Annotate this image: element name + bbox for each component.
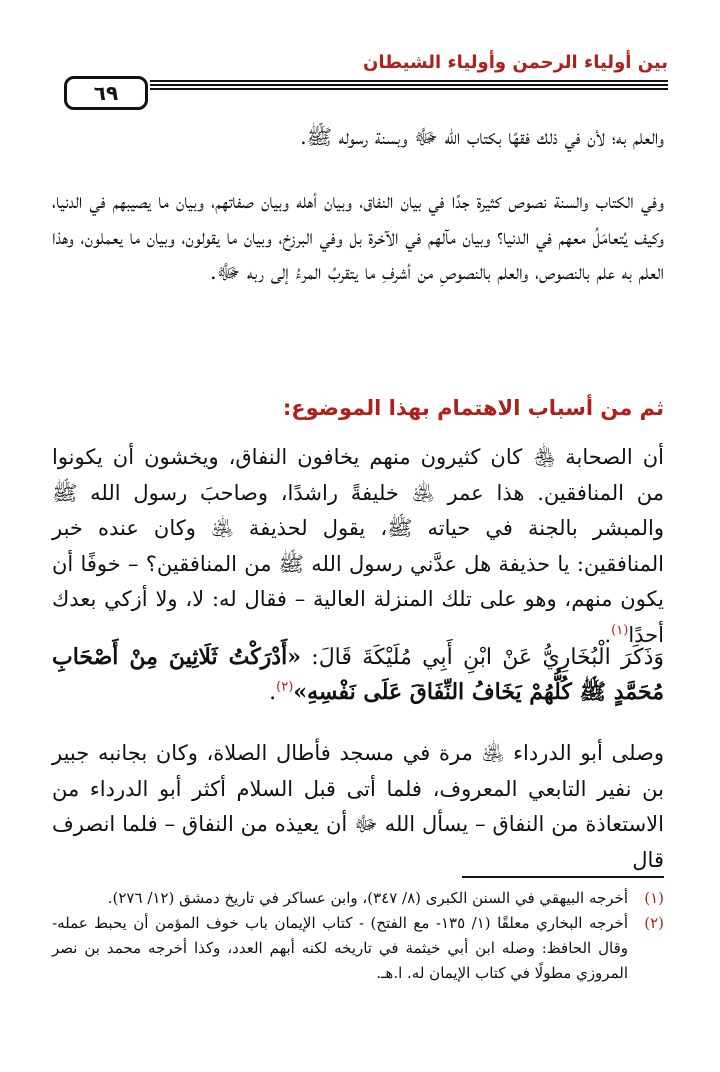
- running-title: بين أولياء الرحمن وأولياء الشيطان: [362, 52, 668, 73]
- page-number: ٦٩: [64, 76, 148, 110]
- footnotes: [52, 886, 664, 986]
- paragraph-2: [52, 184, 664, 291]
- section-heading: ثم من أسباب الاهتمام بهذا الموضوع:: [282, 396, 664, 420]
- footnote-item: [52, 911, 664, 986]
- paragraph-3: [52, 440, 664, 653]
- paragraph-4: [52, 736, 664, 878]
- footnote-text: أخرجه البخاري معلقًا (١/ ١٣٥- مع الفتح) - كتاب الإيمان باب خوف المؤمن أن يحبط عمله- وقال الحافظ: وصله ابن أبي خيثمة في تاريخه لكنه أبهم العدد، وكذا أخرجه محمد بن نصر المروزي مطولًا في كتاب الإيمان له. ا.هـ.: [52, 914, 628, 982]
- hadith-paragraph: [52, 640, 664, 710]
- paragraph-text: والعلم به؛ لأن في ذلك فقهًا بكتاب الله ﷻ وبسنة رسوله ﷺ.: [299, 125, 664, 149]
- hadith-intro: وَذَكَرَ الْبُخَارِيُّ عَنْ ابْنِ أَبِي مُلَيْكَةَ قَالَ:: [311, 645, 665, 670]
- footnote-marker[interactable]: (١): [611, 622, 629, 638]
- paragraph-1: [52, 120, 664, 156]
- paragraph-text: وفي الكتاب والسنة نصوص كثيرة جدًا في بيان النفاق، وبيان أهله وبيان صفاتهم، وبيان ما يصيبهم في الدنيا، وكيف يُتعامَلُ معهم في الدنيا؟ وبيان مآلهم في الآخرة بل وفي البرزخ، وبيان ما يقولون، وبيان ما يعملون، وهذا العلم به علم بالنصوص، والعلم بالنصوصِ من أشرفِ ما يتقربُ المرءُ إلى ربه ﷻ.: [52, 189, 664, 284]
- hadith-quote: «أَدْرَكْتُ ثَلَاثِينَ مِنْ أَصْحَابِ مُحَمَّدٍ ﷺ كُلُّهُمْ يَخَافُ النِّفَاقَ عَلَى نَفْسِهِ»: [52, 644, 664, 705]
- footnote-text: أخرجه البيهقي في السنن الكبرى (٨/ ٣٤٧)، وابن عساكر في تاريخ دمشق (١٢/ ٢٧٦).: [107, 889, 628, 907]
- paragraph-body: أن الصحابة ﵃ كان كثيرون منهم يخافون النفاق، ويخشون أن يكونوا من المنافقين. هذا عمر ﵁ خليفةً راشدًا، وصاحبَ رسول الله ﷺ والمبشر بالجنة في حياته ﷺ، يقول لحذيفة ﵁ وكان عنده خبر المنافقين: يا حذيفة هل عدَّني رسول الله ﷺ من المنافقين؟ – خوفًا أن يكون منهم، وهو على تلك المنزلة العالية – فقال له: لا، ولا أزكي بعدك أحدًا: [52, 445, 664, 647]
- paragraph-text: وَذَكَرَ الْبُخَارِيُّ عَنْ ابْنِ أَبِي مُلَيْكَةَ قَالَ: «أَدْرَكْتُ ثَلَاثِينَ مِنْ أَصْحَابِ مُحَمَّدٍ ﷺ كُلُّهُمْ يَخَافُ النِّفَاقَ عَلَى نَفْسِهِ»$^{(٢)}$.: [52, 644, 665, 705]
- footnote-marker[interactable]: (٢): [276, 679, 294, 695]
- header-rule: [150, 80, 668, 100]
- footnote-item: [52, 886, 664, 911]
- footnote-number: (٢): [644, 914, 664, 932]
- footnote-number: (١): [644, 889, 664, 907]
- footnote-divider: [462, 876, 664, 878]
- paragraph-text: أن الصحابة ﵃ كان كثيرون منهم يخافون النفاق، ويخشون أن يكونوا من المنافقين. هذا عمر ﵁ خليفةً راشدًا، وصاحبَ رسول الله ﷺ والمبشر بالجنة في حياته ﷺ، يقول لحذيفة ﵁ وكان عنده خبر المنافقين: يا حذيفة هل عدَّني رسول الله ﷺ من المنافقين؟ – خوفًا أن يكون منهم، وهو على تلك المنزلة العالية – فقال له: لا، ولا أزكي بعدك أحدًا$^{(١)}$.: [52, 445, 664, 647]
- paragraph-text: وصلى أبو الدرداء ﵁ مرة في مسجد فأطال الصلاة، وكان بجانبه جبير بن نفير التابعي المعروف، فلما أتى قبل السلام أكثر أبو الدرداء من الاستعاذة من النفاق – يسأل الله ﷻ أن يعيذه من النفاق – فلما انصرف قال: [52, 741, 664, 872]
